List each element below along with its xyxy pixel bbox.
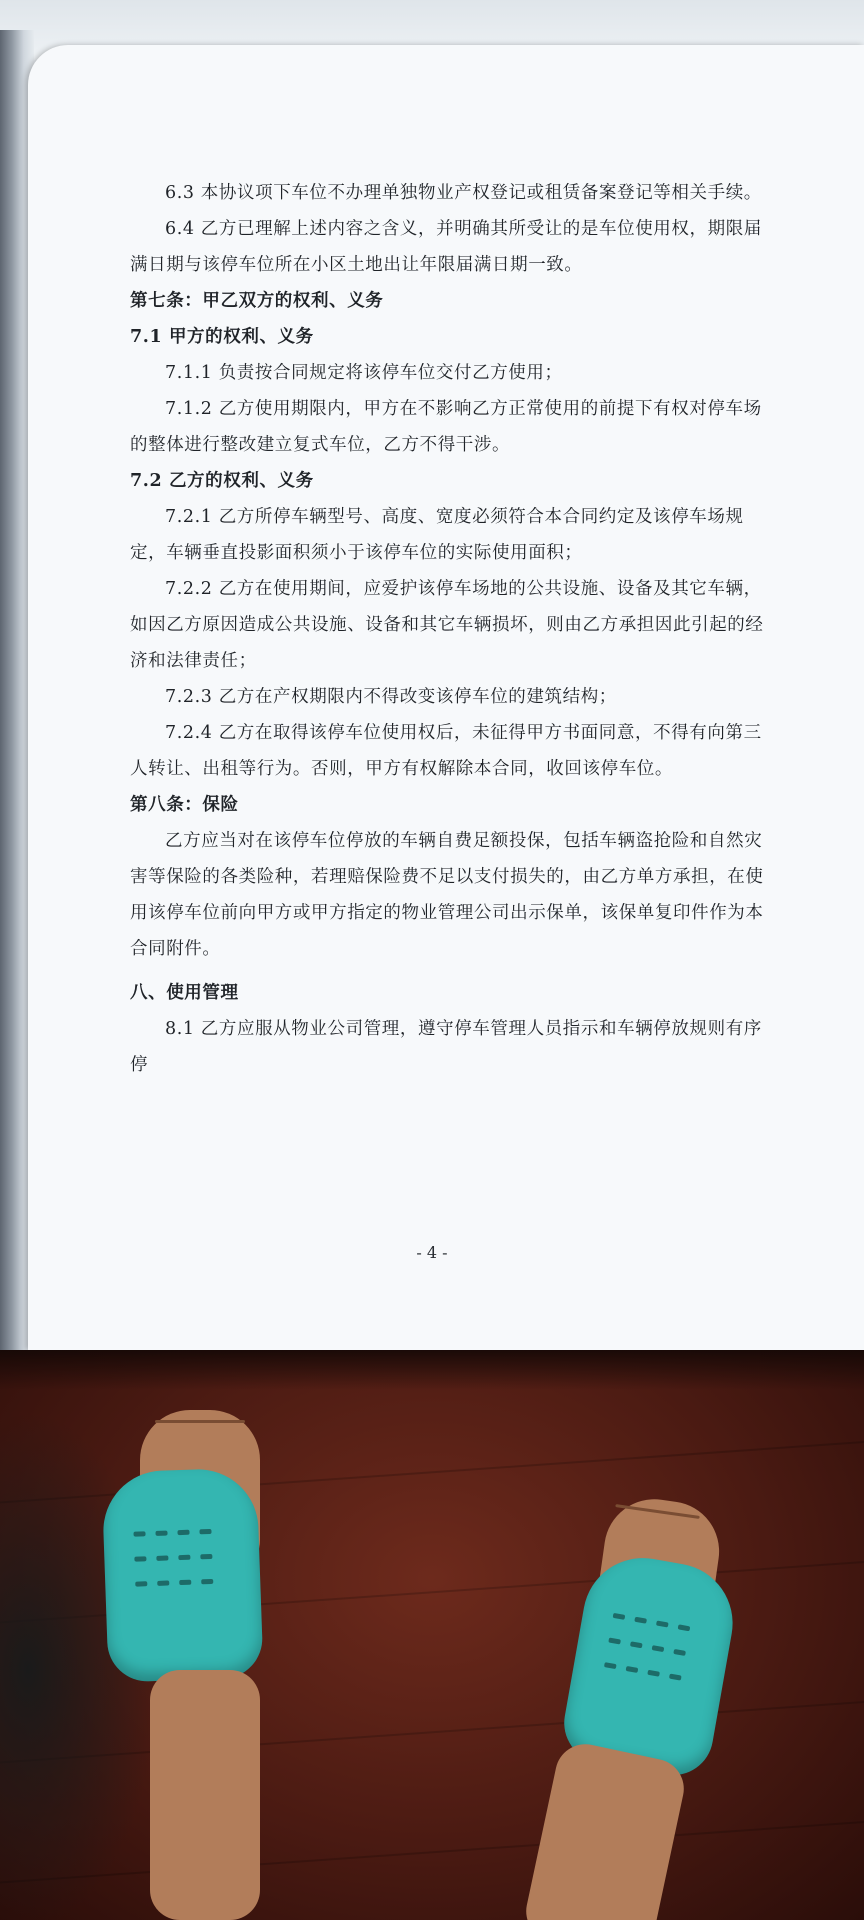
slipper-slot	[613, 1613, 626, 1620]
right-leg	[521, 1739, 690, 1920]
clause-6-4: 6.4 乙方已理解上述内容之含义，并明确其所受让的是车位使用权，期限届满日期与该停车位所在小区土地出让年限届满日期一致。	[130, 219, 762, 275]
section-7-1-heading: 7.1 甲方的权利、义务	[130, 327, 314, 347]
slipper-slot	[626, 1666, 639, 1673]
slipper-slot	[177, 1530, 189, 1535]
slipper-slot	[669, 1674, 682, 1681]
slipper-slot	[178, 1555, 190, 1560]
spacer	[130, 967, 775, 975]
clause-7-2-4: 7.2.4 乙方在取得该停车位使用权后，未征得甲方书面同意，不得有向第三人转让、出租等行为。否则，甲方有权解除本合同，收回该停车位。	[130, 723, 762, 779]
slipper-slot	[604, 1662, 617, 1669]
section-7-2-heading: 7.2 乙方的权利、义务	[130, 471, 314, 491]
slipper-slot	[652, 1645, 665, 1652]
insurance-paragraph: 乙方应当对在该停车位停放的车辆自费足额投保，包括车辆盗抢险和自然灾害等保险的各类险种，若理赔保险费不足以支付损失的，由乙方单方承担，在使用该停车位前向甲方或甲方指定的物业管理公司出示保单，该保单复印件作为本合同附件。	[130, 831, 764, 959]
clause-7-1-1: 7.1.1 负责按合同规定将该停车位交付乙方使用；	[165, 363, 563, 383]
article-8-heading: 第八条：保险	[130, 795, 239, 815]
slipper-slot	[134, 1556, 146, 1561]
floor-photo-area	[0, 1350, 864, 1920]
slipper-slot	[155, 1530, 167, 1535]
slipper-slot	[199, 1529, 211, 1534]
clause-7-2-1: 7.2.1 乙方所停车辆型号、高度、宽度必须符合本合同约定及该停车场规定，车辆垂直投影面积须小于该停车位的实际使用面积；	[130, 507, 744, 563]
slipper-slot	[630, 1641, 643, 1648]
slipper-slot	[647, 1670, 660, 1677]
slipper-slot	[678, 1624, 691, 1631]
slipper-slot	[133, 1531, 145, 1536]
slipper-slot	[634, 1617, 647, 1624]
slipper-slot	[673, 1649, 686, 1656]
document-body	[130, 175, 775, 1083]
clause-6-3: 6.3 本协议项下车位不办理单独物业产权登记或租赁备案登记等相关手续。	[165, 183, 762, 203]
slipper-slot	[157, 1580, 169, 1585]
clause-7-2-2: 7.2.2 乙方在使用期间，应爱护该停车场地的公共设施、设备及其它车辆，如因乙方原因造成公共设施、设备和其它车辆损坏，则由乙方承担因此引起的经济和法律责任；	[130, 579, 764, 671]
article-7-heading: 第七条：甲乙双方的权利、义务	[130, 291, 384, 311]
slipper-slot	[608, 1637, 621, 1644]
left-leg	[150, 1670, 260, 1920]
toe-line	[155, 1420, 245, 1423]
floor-shadow	[0, 1350, 864, 1390]
slipper-slot	[201, 1579, 213, 1584]
slipper-slot	[656, 1621, 669, 1628]
slipper-slot	[135, 1581, 147, 1586]
slipper-slot	[200, 1554, 212, 1559]
clause-8-1: 8.1 乙方应服从物业公司管理，遵守停车管理人员指示和车辆停放规则有序停	[130, 1019, 762, 1075]
clause-7-2-3: 7.2.3 乙方在产权期限内不得改变该停车位的建筑结构；	[165, 687, 617, 707]
section-8-heading: 八、使用管理	[130, 983, 239, 1003]
slipper-slot	[179, 1580, 191, 1585]
left-slipper	[101, 1467, 263, 1682]
page-number: - 4 -	[416, 1243, 448, 1262]
slipper-slot	[156, 1555, 168, 1560]
clause-7-1-2: 7.1.2 乙方使用期限内，甲方在不影响乙方正常使用的前提下有权对停车场的整体进行整改建立复式车位，乙方不得干涉。	[130, 399, 762, 455]
